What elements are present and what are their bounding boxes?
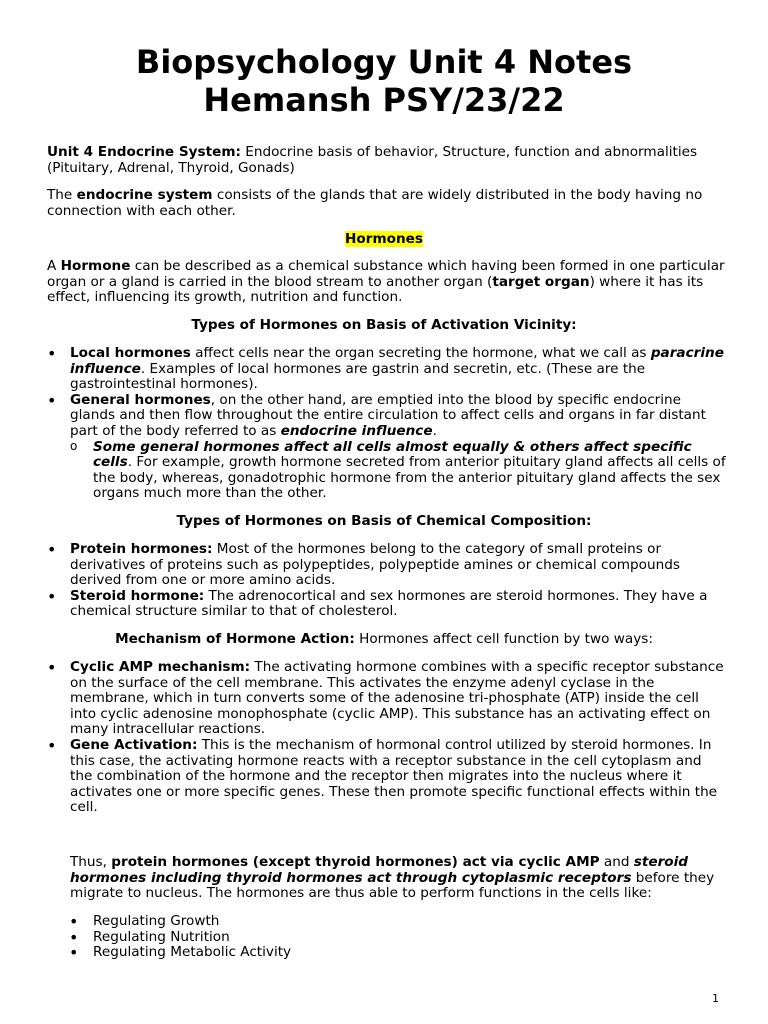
document-title-line-1: Biopsychology Unit 4 Notes [135,43,633,81]
local-hormones-term: Local hormones [70,345,191,361]
list-item-function: • Regulating Nutrition [47,930,727,946]
chemical-composition-heading: Types of Hormones on Basis of Chemical Composition: [176,513,592,529]
list-item-function: • Regulating Growth [47,914,727,930]
general-hormones-term: General hormones [70,391,211,408]
sub-item-text: . For example, growth hormone secreted from anterior pituitary gland affects all cells of the body, whereas, gonadotrophic hormone from the anterior pituitary gland affects the sex organs much more than the other. [93,454,726,502]
sub-item-emphasis: Some general hormones affect all cells almost equally & others affect specific cells [93,438,692,471]
cyclic-amp-term: Cyclic AMP mechanism: [70,659,251,675]
target-organ-term: target organ [492,273,590,290]
mechanism-list [47,660,727,816]
list-item-local-hormones [47,346,727,393]
hormone-def-pre: A [47,258,61,274]
endocrine-system-term: endocrine system [76,187,213,203]
activation-types-list [47,346,727,502]
steroid-text: The adrenocortical and sex hormones are steroid hormones. They have a chemical structure similar to that of cholesterol. [70,587,708,620]
thus-paragraph [70,855,727,902]
list-item-protein-hormones [47,542,727,589]
list-item-steroid-hormone [47,589,727,620]
general-text-1: , on the other hand, are emptied into the blood by specific endocrine glands and then flow throughout the entire circulation to affect cells and organs in far distant part of the body referred to as [70,391,706,439]
thus-post: before they migrate to nucleus. The hormones are thus able to perform functions in the cells like: [70,869,715,902]
gene-activation-term: Gene Activation: [70,736,198,753]
local-text-1: affect cells near the organ secreting the hormone, what we call as [190,345,651,361]
gene-activation-text: This is the mechanism of hormonal control utilized by steroid hormones. In this case, the activating hormone reacts with a receptor substance in the cell cytoplasm and the combination of the hormone and the receptor then migrates into the nucleus where it activates one or more specific genes. These then promote specific functional effects within the cell. [70,736,718,816]
list-item-function: • Regulating Metabolic Activity [47,945,727,961]
list-item-general-hormones [47,393,727,502]
page-number: 1 [712,992,719,1005]
protein-text: Most of the hormones belong to the category of small proteins or derivatives of proteins such as polypeptides, polypeptide amines or chemical compounds derived from one or more amino acids. [70,541,680,589]
list-item-gene-activation [47,738,727,816]
document-title-line-2: Hemansh PSY/23/22 [203,81,565,119]
endo-text: consists of the glands that are widely distributed in the body having no connection with each other. [47,187,703,219]
steroid-cytoplasmic-emphasis: steroid hormones including thyroid hormones act through cytoplasmic receptors [70,854,689,886]
mechanism-text: Hormones affect cell function by two ways: [354,631,653,647]
mechanism-heading-line [0,632,768,648]
steroid-hormone-term: Steroid hormone: [70,587,205,604]
mechanism-heading: Mechanism of Hormone Action: [115,631,355,647]
paracrine-influence-term: paracrine influence [70,345,724,377]
activation-vicinity-heading: Types of Hormones on Basis of Activation Vicinity: [191,317,577,333]
hormone-def-post: ) where it has its effect, influencing its growth, nutrition and function. [47,273,704,306]
hormones-heading: Hormones [345,231,423,247]
endocrine-system-paragraph [47,188,727,219]
hormone-term: Hormone [60,258,131,274]
local-text-2: . Examples of local hormones are gastrin and secretin, etc. (These are the gastrointestinal hormones). [70,360,646,393]
thus-and: and [599,854,634,870]
functions-list [47,914,727,961]
thus-pre: Thus, [70,854,112,870]
protein-hormones-term: Protein hormones: [70,541,213,557]
general-hormones-sublist [47,440,727,502]
cyclic-amp-text: The activating hormone combines with a specific receptor substance on the surface of the cell membrane. This activates the enzyme adenyl cyclase in the membrane, which in turn converts some of the adenosine tri-phosphate (ATP) inside the cell into cyclic adenosine monophosphate (cyclic AMP). This substance has an activating effect on many intracellular reactions. [70,659,724,738]
unit-intro-paragraph [47,145,727,176]
endocrine-influence-term: endocrine influence [280,422,433,439]
endo-pre: The [47,187,77,203]
hormone-definition-paragraph [47,259,727,306]
unit-text: Endocrine basis of behavior, Structure, function and abnormalities (Pituitary, Adrenal, Thyroid, Gonads) [47,144,698,176]
chemical-types-list [47,542,727,620]
hormone-def-mid: can be described as a chemical substance which having been formed in one particular organ or a gland is carried in the blood stream to another organ ( [47,258,725,290]
general-text-2: . [432,422,437,439]
list-item-cyclic-amp [47,660,727,738]
unit-heading: Unit 4 Endocrine System: [47,144,241,160]
sub-list-item [47,440,727,502]
hormones-heading-line [0,232,768,248]
protein-cyclic-amp-emphasis: protein hormones (except thyroid hormones) act via cyclic AMP [111,854,600,870]
